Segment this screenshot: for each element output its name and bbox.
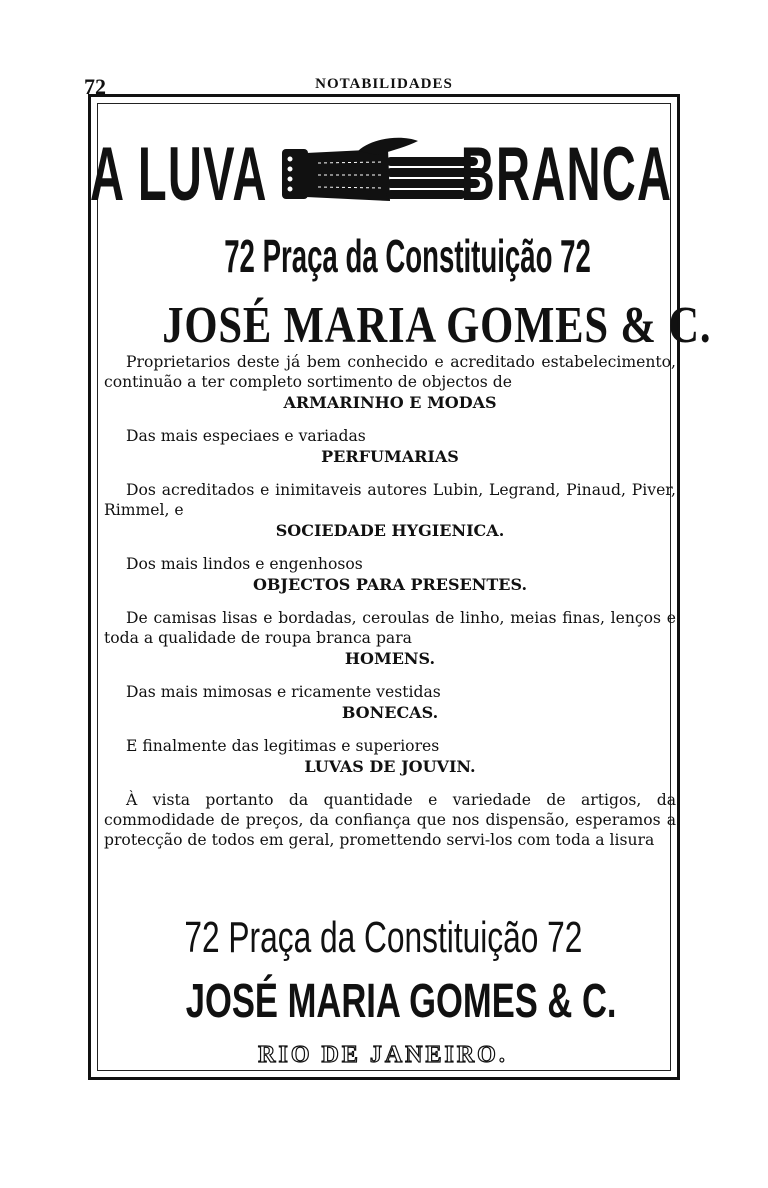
- intro-paragraph: Proprietarios deste já bem conhecido e acreditado estabelecimento, continuão a ter completo sortimento de objectos de: [104, 353, 676, 391]
- firm-name-top: JOSÉ MARIA GOMES & C.: [162, 297, 712, 354]
- closing-paragraph: À vista portanto da quantidade e variedade de artigos, da commodidade de preços, da confiança que nos dispensão, esperamos a protecção de todos em geral, promettendo servi-los com toda a lisura: [104, 791, 676, 849]
- heading-luvas: LUVAS DE JOUVIN.: [304, 757, 476, 776]
- heading-objectos: OBJECTOS PARA PRESENTES.: [252, 575, 528, 594]
- address-top: 72 Praça da Constituição 72: [224, 230, 591, 282]
- shop-name-left: A LUVA: [90, 132, 268, 217]
- shop-name-right: BRANCA: [460, 132, 672, 217]
- firm-name-bottom: JOSÉ MARIA GOMES & C.: [185, 975, 617, 1028]
- advertisement-body: [104, 352, 676, 850]
- paragraph-lindos: Dos mais lindos e engenhosos: [126, 555, 363, 573]
- running-head: NOTABILIDADES: [315, 76, 453, 92]
- city-name: RIO DE JANEIRO.: [258, 1042, 508, 1068]
- paragraph-especiaes: Das mais especiaes e variadas: [126, 427, 366, 445]
- paragraph-legitimas: E finalmente das legitimas e superiores: [126, 737, 440, 755]
- hand-glove-icon: [278, 135, 488, 211]
- address-bottom: 72 Praça da Constituição 72: [183, 913, 582, 962]
- paragraph-mimosas: Das mais mimosas e ricamente vestidas: [126, 683, 441, 701]
- page-number: 72: [84, 74, 106, 99]
- paragraph-camisas: De camisas lisas e bordadas, ceroulas de linho, meias finas, lenços e toda a qualidade de roupa branca para: [104, 609, 676, 647]
- paragraph-autores: Dos acreditados e inimitaveis autores Lubin, Legrand, Pinaud, Piver, Rimmel, e: [104, 481, 676, 519]
- heading-homens: HOMENS.: [344, 649, 436, 668]
- heading-armarinho: ARMARINHO E MODAS: [283, 393, 497, 412]
- heading-bonecas: BONECAS.: [341, 703, 439, 722]
- heading-sociedade: SOCIEDADE HYGIENICA.: [275, 521, 505, 540]
- shop-name: [90, 132, 672, 217]
- heading-perfumarias: PERFUMARIAS: [321, 447, 459, 466]
